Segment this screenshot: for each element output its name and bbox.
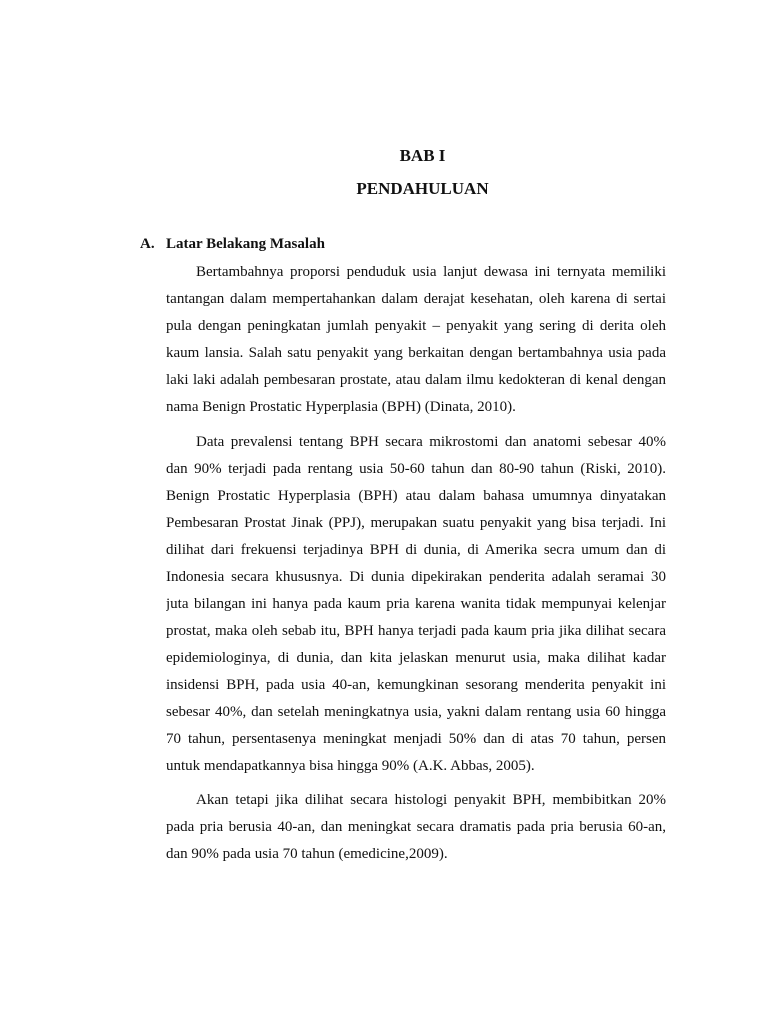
paragraph-line: juta bilangan ini hanya pada kaum pria karena wanita tidak mempunyai kelenjar: [166, 596, 666, 612]
section-title: Latar Belakang Masalah: [166, 236, 325, 252]
paragraph-line: nama Benign Prostatic Hyperplasia (BPH) (Dinata, 2010).: [166, 399, 516, 415]
paragraph-line: 70 tahun, persentasenya meningkat menjadi 50% dan di atas 70 tahun, persen: [166, 731, 666, 747]
paragraph-1: [166, 259, 666, 421]
paragraph-line: epidemiologinya, di dunia, dan kita jelaskan menurut usia, maka dilihat kadar: [166, 650, 666, 666]
paragraph-line: Data prevalensi tentang BPH secara mikrostomi dan anatomi sebesar 40%: [196, 434, 666, 450]
paragraph-line: dilihat dari frekuensi terjadinya BPH di dunia, di Amerika secra umum dan di: [166, 542, 666, 558]
paragraph-line: kaum lansia. Salah satu penyakit yang berkaitan dengan bertambahnya usia pada: [166, 345, 666, 361]
paragraph-line: laki laki adalah pembesaran prostate, atau dalam ilmu kedokteran di kenal dengan: [166, 372, 666, 388]
paragraph-line: sebesar 40%, dan setelah meningkatnya usia, yakni dalam rentang usia 60 hingga: [166, 704, 666, 720]
paragraph-line: Pembesaran Prostat Jinak (PPJ), merupakan suatu penyakit yang bisa terjadi. Ini: [166, 515, 666, 531]
paragraph-line: Benign Prostatic Hyperplasia (BPH) atau dalam bahasa umumnya dinyatakan: [166, 488, 666, 504]
paragraph-line: insidensi BPH, pada usia 40-an, kemungkinan sesorang menderita penyakit ini: [166, 677, 666, 693]
chapter-number: BAB I: [399, 146, 446, 165]
paragraph-line: untuk mendapatkannya bisa hingga 90% (A.K. Abbas, 2005).: [166, 758, 535, 774]
paragraph-line: pada pria berusia 40-an, dan meningkat secara dramatis pada pria berusia 60-an,: [166, 819, 666, 835]
paragraph-line: Indonesia secara khususnya. Di dunia dipekirakan penderita adalah seramai 30: [166, 569, 666, 585]
paragraph-line: tantangan dalam mempertahankan dalam derajat kesehatan, oleh karena di sertai: [166, 291, 666, 307]
section-heading: [140, 236, 325, 253]
paragraph-2: [166, 429, 666, 780]
section-letter: A.: [140, 236, 155, 252]
paragraph-line: Akan tetapi jika dilihat secara histologi penyakit BPH, membibitkan 20%: [196, 792, 666, 808]
paragraph-line: pula dengan peningkatan jumlah penyakit – penyakit yang sering di derita oleh: [166, 318, 666, 334]
paragraph-line: dan 90% terjadi pada rentang usia 50-60 tahun dan 80-90 tahun (Riski, 2010).: [166, 461, 666, 477]
paragraph-3: [166, 787, 666, 868]
paragraph-line: prostat, maka oleh sebab itu, BPH hanya terjadi pada kaum pria jika dilihat secara: [166, 623, 666, 639]
paragraph-line: dan 90% pada usia 70 tahun (emedicine,2009).: [166, 846, 448, 862]
chapter-title: PENDAHULUAN: [356, 179, 489, 198]
paragraph-line: Bertambahnya proporsi penduduk usia lanjut dewasa ini ternyata memiliki: [196, 264, 666, 280]
